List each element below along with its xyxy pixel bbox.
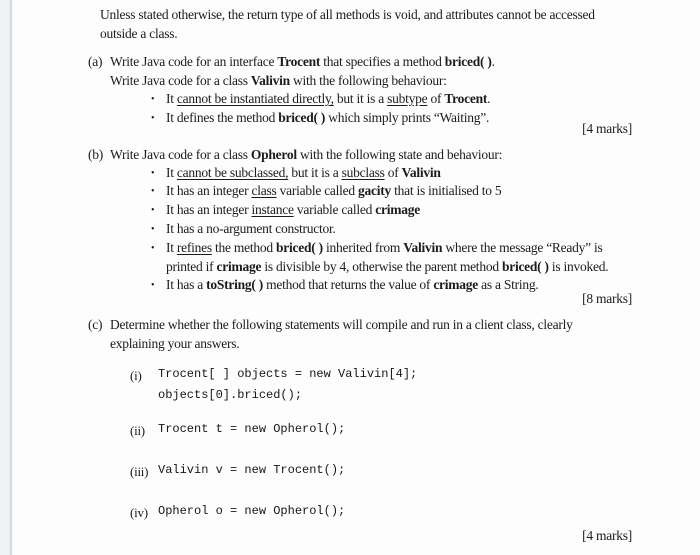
text-segment: cannot be subclassed, bbox=[176, 165, 289, 180]
text-segment: method that returns the value of bbox=[262, 277, 434, 292]
text-segment: cannot be instantiated directly, bbox=[176, 91, 334, 106]
bullet-item-b-b3 bbox=[148, 200, 638, 219]
item-number-label: (iv) bbox=[130, 505, 148, 520]
text-segment: instance bbox=[251, 202, 294, 217]
bullet-icon: • bbox=[151, 280, 155, 291]
text-segment: but it is a bbox=[333, 91, 388, 106]
item-number-label: (a) bbox=[88, 54, 103, 69]
text-segment: explaining your answers. bbox=[110, 336, 240, 351]
text-segment: Valivin bbox=[401, 165, 441, 180]
text-segment: briced( ) bbox=[444, 54, 492, 69]
text-line bbox=[148, 163, 638, 182]
text-segment: briced( ) bbox=[501, 259, 549, 274]
code-statement-code-ii bbox=[130, 419, 620, 440]
bullet-icon: • bbox=[151, 94, 155, 105]
bullet-item-a-b1 bbox=[148, 89, 638, 108]
text-segment: subtype bbox=[387, 91, 428, 106]
text-segment: Write Java code for a class bbox=[110, 73, 251, 88]
text-segment: gacity bbox=[358, 183, 392, 198]
text-segment: with the following state and behaviour: bbox=[296, 147, 503, 162]
text-segment: It has an integer bbox=[166, 202, 252, 217]
text-segment: crimage bbox=[216, 259, 262, 274]
marks-label bbox=[100, 289, 632, 308]
text-segment: It has a bbox=[166, 277, 207, 292]
text-segment: It defines the method bbox=[166, 110, 279, 125]
text-segment: of bbox=[427, 91, 445, 106]
bullet-icon: • bbox=[151, 113, 155, 124]
bullet-icon: • bbox=[151, 168, 155, 179]
text-segment: [8 marks] bbox=[582, 291, 632, 306]
text-line bbox=[130, 460, 620, 481]
text-segment: Write Java code for a class bbox=[110, 147, 251, 162]
text-segment: Trocent t = new Opherol(); bbox=[158, 422, 346, 436]
text-row-a-sub bbox=[110, 71, 635, 90]
code-statement-code-iv bbox=[130, 501, 620, 522]
bullet-item-b-b4 bbox=[148, 219, 638, 238]
text-segment: [4 marks] bbox=[582, 121, 632, 136]
text-line bbox=[100, 5, 645, 24]
code-statement-code-i bbox=[130, 364, 620, 406]
text-segment: Valivin bbox=[250, 73, 290, 88]
text-segment: is invoked. bbox=[548, 259, 609, 274]
text-line bbox=[88, 315, 638, 334]
text-segment: Valivin bbox=[403, 240, 443, 255]
text-line bbox=[148, 238, 638, 257]
text-segment: It has a no-argument constructor. bbox=[166, 221, 336, 236]
text-segment: crimage bbox=[433, 277, 479, 292]
marks-label bbox=[100, 119, 632, 138]
text-line bbox=[148, 219, 638, 238]
text-segment: toString( ) bbox=[206, 277, 263, 292]
text-row-a-head bbox=[88, 52, 638, 71]
text-segment: . bbox=[491, 54, 495, 69]
text-segment: printed if bbox=[166, 259, 217, 274]
text-line bbox=[148, 257, 638, 276]
code-statement-code-iii bbox=[130, 460, 620, 481]
text-row-b-head bbox=[88, 145, 638, 164]
text-segment: It bbox=[166, 91, 177, 106]
bullet-item-b-b1 bbox=[148, 163, 638, 182]
text-line bbox=[100, 119, 632, 138]
text-line bbox=[100, 289, 632, 308]
text-line bbox=[130, 419, 620, 440]
text-line bbox=[88, 334, 638, 353]
text-line bbox=[88, 52, 638, 71]
text-segment: that is initialised to 5 bbox=[391, 183, 502, 198]
bullet-item-b-b2 bbox=[148, 181, 638, 200]
text-segment: Unless stated otherwise, the return type of all methods is void, and attributes cannot be accessed bbox=[100, 7, 595, 22]
item-number-label: (iii) bbox=[130, 464, 149, 479]
text-segment: outside a class. bbox=[100, 26, 178, 41]
text-segment: as a String. bbox=[478, 277, 539, 292]
text-segment: refines bbox=[176, 240, 212, 255]
text-row-c-head bbox=[88, 315, 638, 353]
text-segment: Opherol o = new Opherol(); bbox=[158, 504, 346, 518]
text-line bbox=[130, 385, 620, 406]
bullet-item-b-b5 bbox=[148, 238, 638, 276]
text-segment: but it is a bbox=[288, 165, 342, 180]
text-segment: objects[0].briced(); bbox=[158, 388, 303, 402]
bullet-icon: • bbox=[151, 243, 155, 254]
text-segment: where the message “Ready” is bbox=[442, 240, 603, 255]
text-segment: briced( ) bbox=[278, 110, 326, 125]
page-edge-strip bbox=[0, 0, 10, 555]
text-segment: It bbox=[166, 240, 177, 255]
text-segment: Valivin v = new Trocent(); bbox=[158, 463, 346, 477]
text-line bbox=[110, 71, 635, 90]
text-segment: subclass bbox=[341, 165, 385, 180]
text-segment: with the following behaviour: bbox=[289, 73, 447, 88]
text-segment: Determine whether the following statements will compile and run in a client class, clearly bbox=[110, 317, 573, 332]
text-line bbox=[88, 145, 638, 164]
text-line bbox=[148, 181, 638, 200]
text-line bbox=[148, 200, 638, 219]
text-segment: variable called bbox=[293, 202, 376, 217]
item-number-label: (i) bbox=[130, 368, 142, 383]
text-segment: inherited from bbox=[322, 240, 404, 255]
text-row-intro bbox=[100, 5, 645, 43]
item-number-label: (c) bbox=[88, 317, 103, 332]
text-line bbox=[148, 89, 638, 108]
text-line bbox=[100, 24, 645, 43]
text-segment: is divisible by 4, otherwise the parent method bbox=[261, 259, 502, 274]
text-segment: Write Java code for an interface bbox=[110, 54, 278, 69]
text-segment: It bbox=[166, 165, 177, 180]
text-segment: Trocent bbox=[277, 54, 321, 69]
item-number-label: (ii) bbox=[130, 423, 145, 438]
text-segment: Trocent bbox=[444, 91, 488, 106]
bullet-icon: • bbox=[151, 224, 155, 235]
text-line bbox=[130, 501, 620, 522]
text-segment: briced( ) bbox=[275, 240, 323, 255]
bullet-icon: • bbox=[151, 205, 155, 216]
text-segment: [4 marks] bbox=[582, 528, 632, 543]
text-segment: Opherol bbox=[250, 147, 297, 162]
text-segment: which simply prints “Waiting”. bbox=[325, 110, 490, 125]
text-segment: variable called bbox=[276, 183, 359, 198]
text-segment: the method bbox=[211, 240, 276, 255]
text-line bbox=[100, 526, 632, 545]
text-segment: crimage bbox=[375, 202, 421, 217]
marks-label bbox=[100, 526, 632, 545]
text-segment: . bbox=[487, 91, 491, 106]
text-segment: It has an integer bbox=[166, 183, 252, 198]
text-line bbox=[130, 364, 620, 385]
page-edge-line bbox=[10, 0, 12, 555]
text-segment: that specifies a method bbox=[320, 54, 445, 69]
text-segment: of bbox=[384, 165, 402, 180]
text-segment: Trocent[ ] objects = new Valivin[4]; bbox=[158, 367, 418, 381]
text-segment: class bbox=[251, 183, 277, 198]
bullet-icon: • bbox=[151, 186, 155, 197]
item-number-label: (b) bbox=[88, 147, 103, 162]
